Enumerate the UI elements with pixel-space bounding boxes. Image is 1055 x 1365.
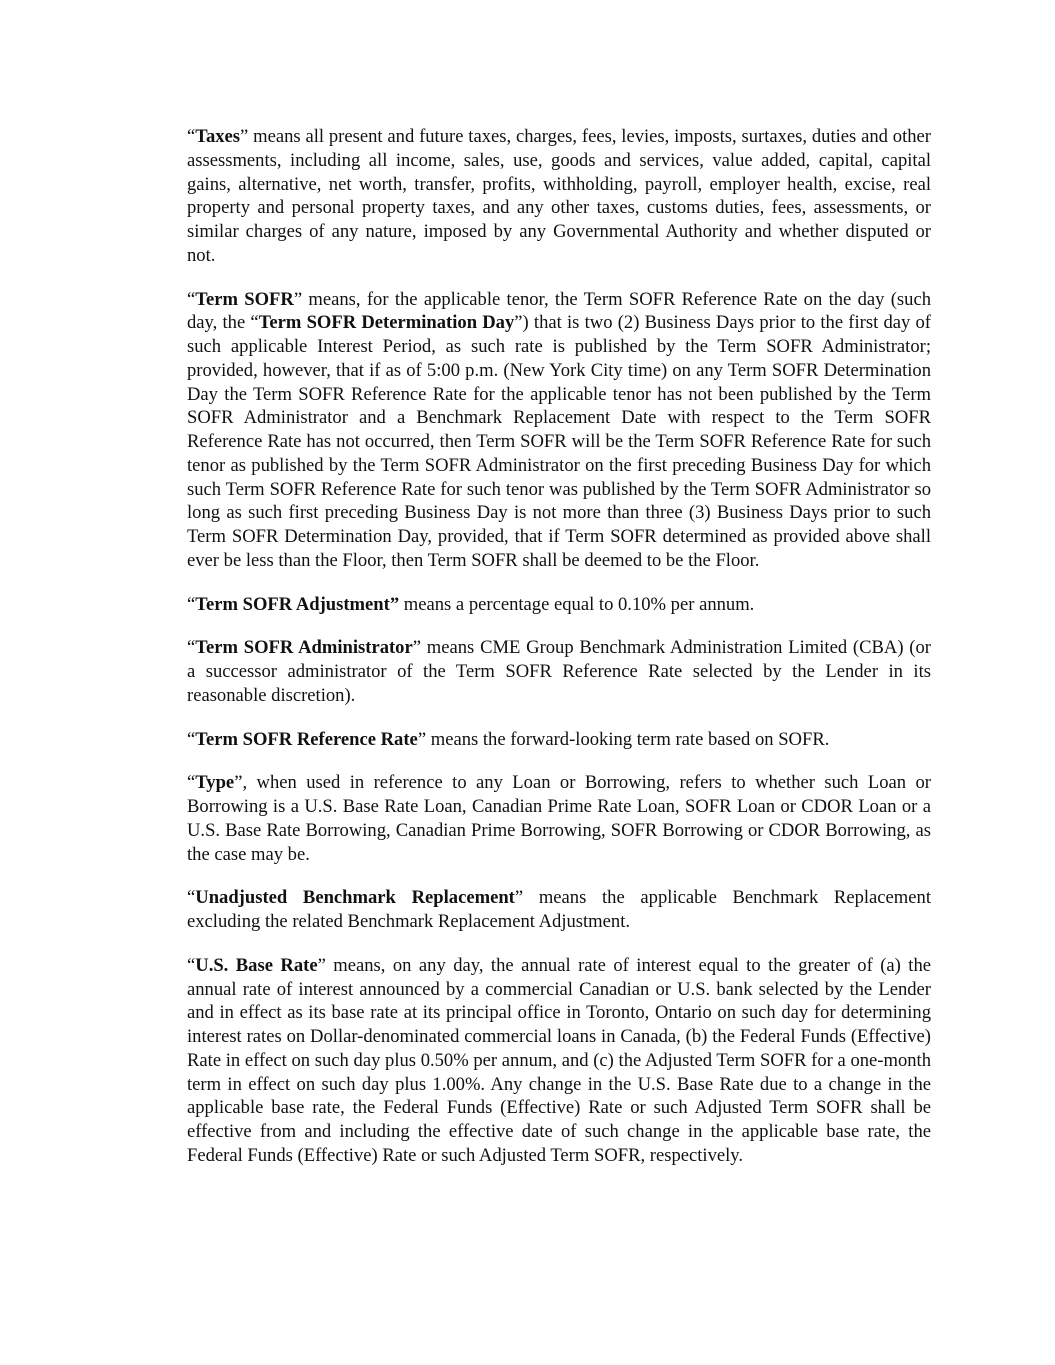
definition-body: means the applicable Benchmark Replacement excluding the related Benchmark Replacement Adjustment. <box>187 887 931 932</box>
close-quote: ” <box>514 887 524 909</box>
open-quote: “ <box>187 637 196 659</box>
open-quote: “ <box>187 728 196 750</box>
inner-defined-term: Term SOFR Determination Day <box>258 312 515 334</box>
definition-term-sofr-adjustment <box>187 593 931 617</box>
definition-body: means, on any day, the annual rate of interest equal to the greater of (a) the annual rate of interest announced by a commercial Canadian or U.S. bank selected by the Lender and in effect as its base rate at its principal office in Toronto, Ontario on such day for determining interest rates on Dollar-denominated commercial loans in Canada, (b) the Federal Funds (Effective) Rate in effect on such day plus 0.50% per annum, and (c) the Adjusted Term SOFR for a one-month term in effect on such day plus 1.00%. Any change in the U.S. Base Rate due to a change in the applicable base rate, the Federal Funds (Effective) Rate or such Adjusted Term SOFR shall be effective from and including the effective date of such change in the applicable base rate, the Federal Funds (Effective) Rate or such Adjusted Term SOFR, respectively. <box>187 954 931 1166</box>
definition-unadjusted-benchmark-replacement <box>187 886 931 934</box>
defined-term: Term SOFR <box>195 288 294 310</box>
definition-term-sofr-administrator <box>187 636 931 707</box>
definition-body-continued: ”) that is two (2) Business Days prior to the first day of such applicable Interest Period, as such rate is published by the Term SOFR Administrator; provided, however, that if as of 5:00 p.m. (New York City time) on any Term SOFR Determination Day the Term SOFR Reference Rate for the applicable tenor has not been published by the Term SOFR Administrator and a Benchmark Replacement Date with respect to the Term SOFR Reference Rate has not occurred, then Term SOFR will be the Term SOFR Reference Rate for such tenor as published by the Term SOFR Administrator on the first preceding Business Day for which such Term SOFR Reference Rate for such tenor was published by the Term SOFR Administrator so long as such first preceding Business Day is not more than three (3) Business Days prior to such Term SOFR Determination Day, provided, that if Term SOFR determined as provided above shall ever be less than the Floor, then Term SOFR shall be deemed to be the Floor. <box>187 312 931 571</box>
open-quote: “ <box>187 593 196 615</box>
definition-body: means, for the applicable tenor, the Term SOFR Reference Rate on the day (such day, the “ <box>187 288 931 334</box>
defined-term: Term SOFR Reference Rate <box>195 728 418 750</box>
definition-body: means all present and future taxes, charges, fees, levies, imposts, surtaxes, duties and other assessments, including all income, sales, use, goods and services, value added, capital, capital gains, alternative, net worth, transfer, profits, withholding, payroll, employer health, excise, real property and personal property taxes, and any other taxes, customs duties, fees, assessments, or similar charges of any nature, imposed by any Governmental Authority and whether disputed or not. <box>187 126 931 266</box>
defined-term: Taxes <box>195 126 241 147</box>
defined-term: U.S. Base Rate <box>195 954 318 976</box>
open-quote: “ <box>187 887 196 909</box>
definition-body: means a percentage equal to 0.10% per annum. <box>399 593 755 615</box>
definition-term-sofr <box>187 288 931 573</box>
close-quote: ” <box>234 772 243 794</box>
close-quote: ” <box>412 637 421 659</box>
close-quote: ” <box>317 954 326 976</box>
definition-taxes <box>187 125 931 268</box>
open-quote: “ <box>187 772 196 794</box>
defined-term: Unadjusted Benchmark Replacement <box>195 887 515 909</box>
defined-term: Term SOFR Administrator <box>195 637 413 659</box>
definition-term-sofr-reference-rate <box>187 728 931 752</box>
definition-type <box>187 771 931 866</box>
close-quote: ” <box>417 728 427 750</box>
definition-body: , when used in reference to any Loan or Borrowing, refers to whether such Loan or Borrowing is a U.S. Base Rate Loan, Canadian Prime Rate Loan, SOFR Loan or CDOR Loan or a U.S. Base Rate Borrowing, Canadian Prime Borrowing, SOFR Borrowing or CDOR Borrowing, as the case may be. <box>187 772 931 865</box>
open-quote: “ <box>187 126 196 147</box>
document-page <box>187 125 931 1188</box>
defined-term: Type <box>195 772 235 794</box>
definition-us-base-rate <box>187 954 931 1168</box>
definition-body: means CME Group Benchmark Administration Limited (CBA) (or a successor administrator of the Term SOFR Reference Rate selected by the Lender in its reasonable discretion). <box>187 637 931 706</box>
open-quote: “ <box>187 288 196 310</box>
open-quote: “ <box>187 954 196 976</box>
close-quote: ” <box>293 288 303 310</box>
defined-term: Term SOFR Adjustment” <box>195 593 400 615</box>
definition-body: means the forward-looking term rate based on SOFR. <box>426 728 830 750</box>
close-quote: ” <box>240 126 249 147</box>
